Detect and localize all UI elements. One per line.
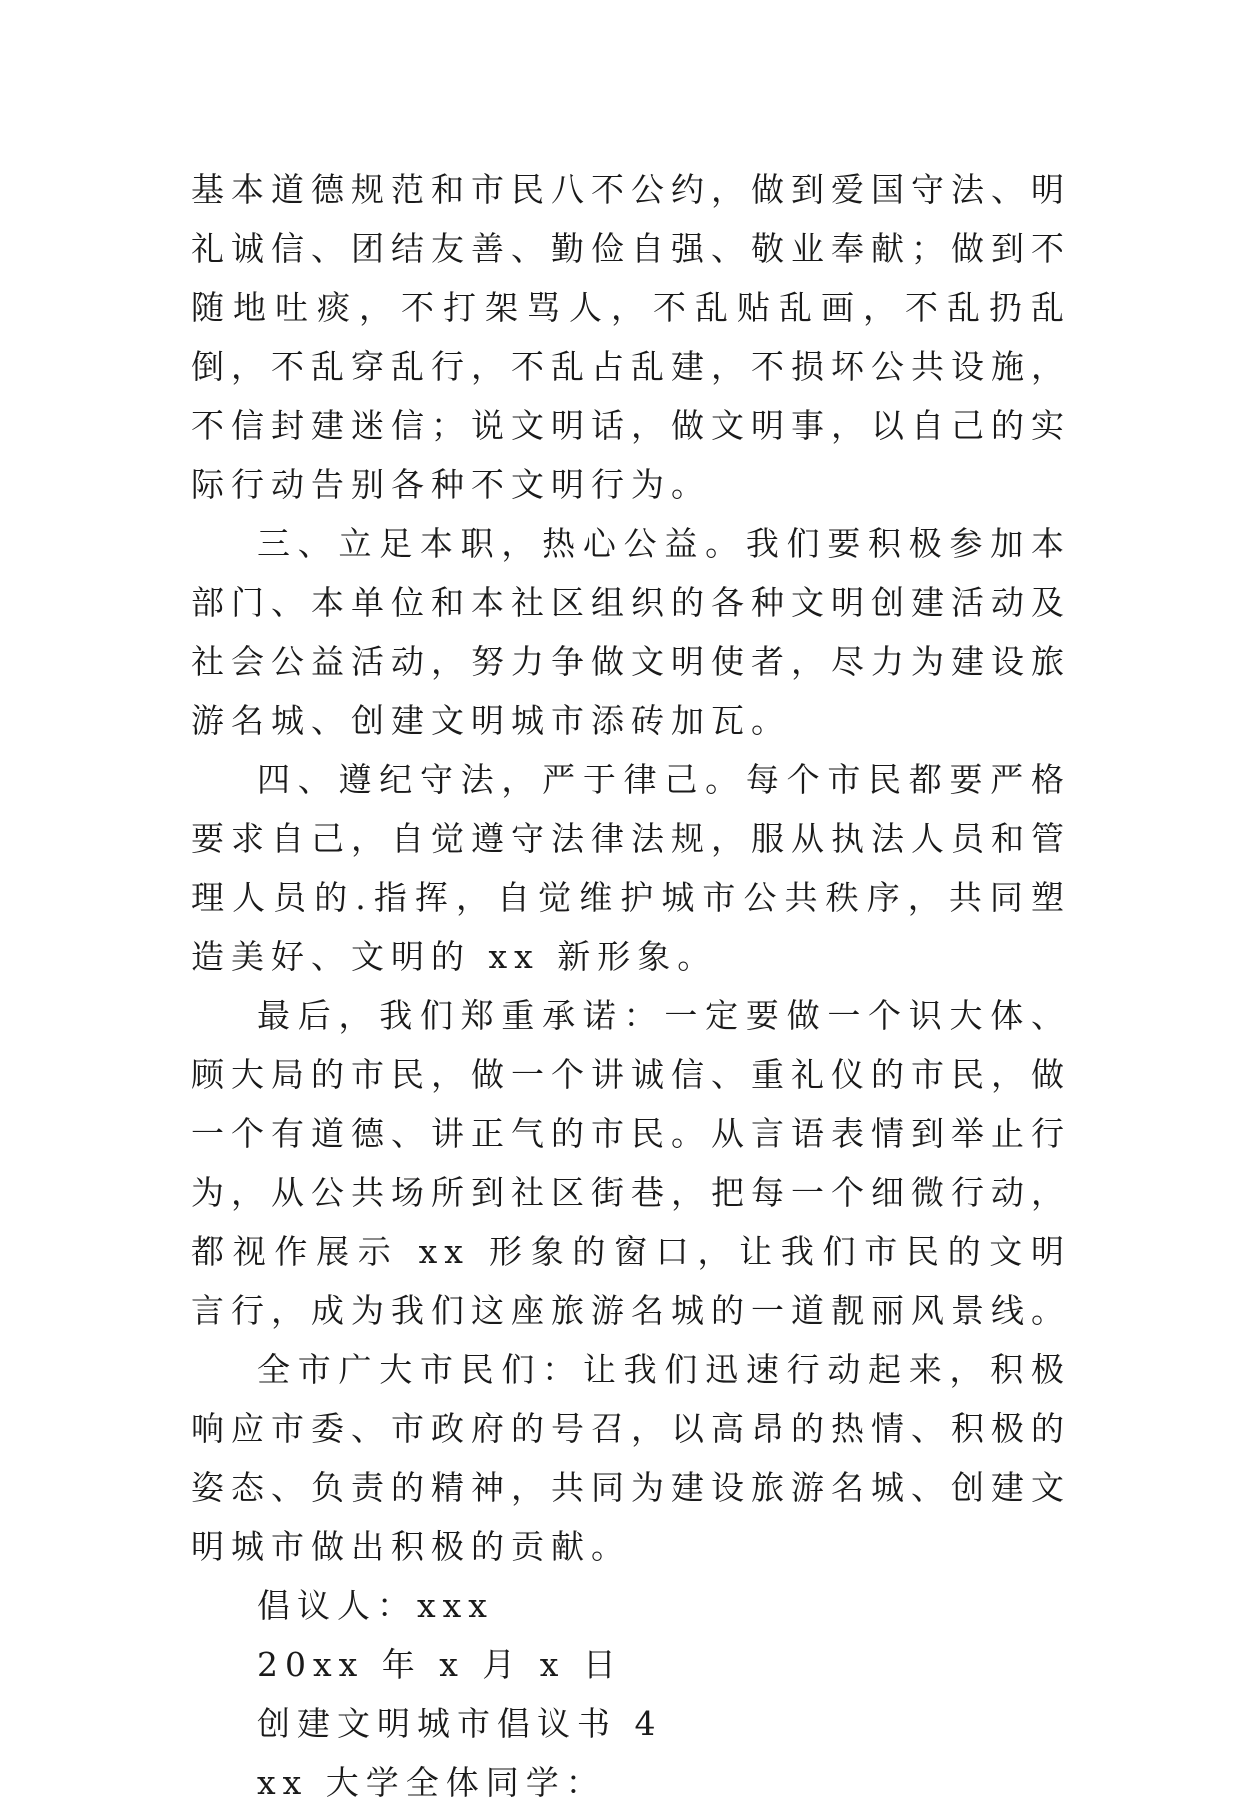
paragraph-point-four: 四、遵纪守法，严于律己。每个市民都要严格要求自己，自觉遵守法律法规，服从执法人员和管理人员的.指挥，自觉维护城市公共秩序，共同塑造美好、文明的 xx 新形象。: [191, 760, 1071, 976]
paragraph-commitment: 最后，我们郑重承诺：一定要做一个识大体、顾大局的市民，做一个讲诚信、重礼仪的市民，做一个有道德、讲正气的市民。从言语表情到举止行为，从公共场所到社区街巷，把每一个细微行动，都视作展示 xx 形象的窗口，让我们市民的文明言行，成为我们这座旅游名城的一道靓丽风景线。: [191, 996, 1071, 1330]
signature-proposer: 倡议人：xxx: [257, 1586, 494, 1625]
paragraph-point-three: 三、立足本职，热心公益。我们要积极参加本部门、本单位和本社区组织的各种文明创建活动及社会公益活动，努力争做文明使者，尽力为建设旅游名城、创建文明城市添砖加瓦。: [191, 524, 1071, 740]
section-title: 创建文明城市倡议书 4: [257, 1704, 663, 1743]
paragraph-call-to-action: 全市广大市民们：让我们迅速行动起来，积极响应市委、市政府的号召，以高昂的热情、积极的姿态、负责的精神，共同为建设旅游名城、创建文明城市做出积极的贡献。: [191, 1350, 1071, 1566]
signature-date: 20xx 年 x 月 x 日: [257, 1645, 623, 1684]
paragraph-moral-norms: 基本道德规范和市民八不公约，做到爱国守法、明礼诚信、团结友善、勤俭自强、敬业奉献；做到不随地吐痰，不打架骂人，不乱贴乱画，不乱扔乱倒，不乱穿乱行，不乱占乱建，不损坏公共设施，不信封建迷信；说文明话，做文明事，以自己的实际行动告别各种不文明行为。: [191, 170, 1071, 504]
section-salutation: xx 大学全体同学：: [257, 1763, 606, 1802]
document-body: [191, 160, 1071, 1812]
